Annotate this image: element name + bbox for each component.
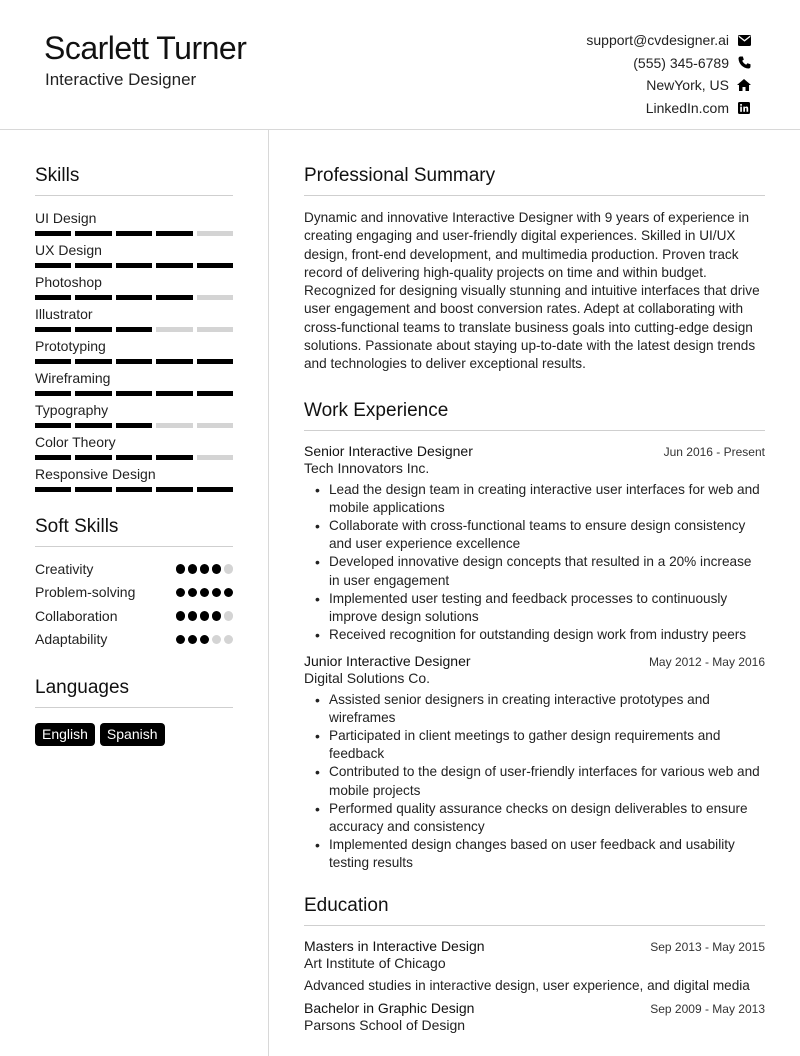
skill-level-segment [116, 391, 152, 396]
skill-level-segment [75, 359, 111, 364]
education-entry [304, 938, 765, 993]
skill-level-segment [156, 359, 192, 364]
skill-level-segment [35, 423, 71, 428]
soft-skill-rating [176, 588, 234, 598]
job-header [304, 443, 765, 459]
language-badge: Spanish [100, 723, 165, 746]
job-date: Jun 2016 - Present [663, 444, 765, 459]
contact-phone[interactable] [586, 52, 751, 75]
skill-level-segment [116, 487, 152, 492]
skill-level-segment [116, 455, 152, 460]
contact-email[interactable] [586, 29, 751, 52]
job-entry [304, 653, 765, 873]
skill-level-segment [156, 263, 192, 268]
skill-level-segment [197, 455, 233, 460]
skill-level-segment [35, 487, 71, 492]
rating-dot [200, 635, 210, 645]
job-entry [304, 443, 765, 645]
rating-dot [224, 635, 234, 645]
skill-item [35, 210, 233, 236]
resume-header [0, 0, 800, 130]
job-bullet: • Participated in client meetings to gather design requirements and feedback [329, 727, 765, 763]
skill-item [35, 242, 233, 268]
skill-level-segment [75, 327, 111, 332]
education-degree: Masters in Interactive Design [304, 937, 485, 954]
skill-level-segment [116, 327, 152, 332]
skill-level-segment [156, 423, 192, 428]
job-bullet: • Developed innovative design concepts that resulted in a 20% increase in user engagement [329, 553, 765, 589]
column-divider [268, 130, 269, 1056]
skill-level-segment [156, 487, 192, 492]
soft-skill-name: Collaboration [35, 607, 118, 624]
job-role: Junior Interactive Designer [304, 652, 471, 669]
education-list [304, 938, 765, 1033]
skill-level-segment [156, 327, 192, 332]
soft-skill-item [35, 628, 233, 652]
languages-list [35, 723, 233, 746]
skill-item [35, 434, 233, 460]
job-bullet: • Assisted senior designers in creating interactive prototypes and wireframes [329, 691, 765, 727]
skill-level-segment [75, 423, 111, 428]
skill-level-segment [75, 487, 111, 492]
rating-dot [224, 588, 234, 598]
skill-item [35, 306, 233, 332]
skill-name: Prototyping [35, 338, 106, 354]
skill-level-segment [156, 295, 192, 300]
skill-level-segment [75, 295, 111, 300]
soft-skill-item [35, 557, 233, 581]
skill-name: UI Design [35, 210, 97, 226]
soft-skill-name: Problem-solving [35, 584, 136, 601]
skill-level-segment [197, 295, 233, 300]
rating-dot [224, 611, 234, 621]
candidate-name: Scarlett Turner [44, 30, 247, 66]
job-bullet: • Performed quality assurance checks on design deliverables to ensure accuracy and consistency [329, 800, 765, 836]
rating-dot [188, 635, 198, 645]
job-bullet: • Received recognition for outstanding design work from industry peers [329, 626, 765, 644]
skill-level-segment [35, 455, 71, 460]
skill-level-segment [116, 263, 152, 268]
soft-skill-rating [176, 564, 234, 574]
rating-dot [212, 611, 222, 621]
envelope-icon [737, 33, 751, 47]
skill-item [35, 338, 233, 364]
job-role: Senior Interactive Designer [304, 442, 473, 459]
skills-list [35, 210, 233, 492]
soft-skills-heading: Soft Skills [35, 516, 233, 547]
rating-dot [176, 635, 186, 645]
home-icon [737, 78, 751, 92]
rating-dot [200, 611, 210, 621]
skill-level-bar [35, 231, 233, 236]
skill-level-segment [75, 455, 111, 460]
skill-level-segment [35, 359, 71, 364]
skill-name: Wireframing [35, 370, 111, 386]
skill-level-bar [35, 455, 233, 460]
skill-level-segment [156, 455, 192, 460]
skill-level-segment [116, 231, 152, 236]
skill-level-bar [35, 423, 233, 428]
skill-level-segment [197, 423, 233, 428]
soft-skill-name: Adaptability [35, 631, 108, 648]
skill-name: Color Theory [35, 434, 116, 450]
languages-heading: Languages [35, 677, 233, 708]
language-badge: English [35, 723, 95, 746]
skill-level-segment [197, 327, 233, 332]
job-bullet: • Implemented design changes based on user feedback and usability testing results [329, 836, 765, 872]
education-school: Parsons School of Design [304, 1016, 466, 1033]
soft-skill-item [35, 581, 233, 605]
skill-item [35, 274, 233, 300]
skill-level-segment [35, 295, 71, 300]
soft-skill-rating [176, 611, 234, 621]
skill-item [35, 402, 233, 428]
skill-level-bar [35, 487, 233, 492]
contact-block [586, 29, 751, 119]
work-heading: Work Experience [304, 400, 765, 431]
skill-level-segment [116, 295, 152, 300]
skill-level-bar [35, 295, 233, 300]
skill-level-segment [116, 359, 152, 364]
skill-level-segment [116, 423, 152, 428]
skill-level-bar [35, 263, 233, 268]
rating-dot [212, 588, 222, 598]
rating-dot [212, 635, 222, 645]
soft-skill-name: Creativity [35, 560, 94, 577]
skill-level-segment [35, 391, 71, 396]
skill-level-segment [197, 487, 233, 492]
rating-dot [224, 564, 234, 574]
job-bullets [304, 691, 765, 873]
soft-skill-rating [176, 635, 234, 645]
phone-icon [737, 56, 751, 70]
left-column [35, 130, 233, 746]
job-bullet: • Lead the design team in creating interactive user interfaces for web and mobile applications [329, 481, 765, 517]
contact-location-text: NewYork, US [646, 77, 729, 94]
education-entry [304, 1000, 765, 1033]
education-description: Advanced studies in interactive design, user experience, and digital media [304, 977, 750, 993]
summary-text: Dynamic and innovative Interactive Designer with 9 years of experience in creating engaging and user-friendly digital experiences. Skilled in UI/UX design, front-end development, and multimedia production. Proven track record of delivering high-quality projects on time and within budget. Recognized for designing visually stunning and intuitive interfaces that drive user engagement and boost conversion rates. Adept at collaborating with cross-functional teams to translate business goals into cutting-edge design solutions. Passionate about staying up-to-date with the latest design trends and technologies to deliver exceptional results. [304, 210, 760, 372]
contact-phone-text: (555) 345-6789 [633, 54, 729, 71]
skill-item [35, 466, 233, 492]
education-degree: Bachelor in Graphic Design [304, 999, 475, 1016]
education-date: Sep 2013 - May 2015 [650, 939, 765, 954]
work-list [304, 443, 765, 873]
skill-item [35, 370, 233, 396]
skill-name: Responsive Design [35, 466, 156, 482]
contact-linkedin[interactable] [586, 97, 751, 120]
skill-level-segment [35, 263, 71, 268]
skill-level-bar [35, 359, 233, 364]
education-header [304, 938, 765, 954]
education-date: Sep 2009 - May 2013 [650, 1001, 765, 1016]
job-date: May 2012 - May 2016 [648, 654, 765, 669]
skill-name: Illustrator [35, 306, 93, 322]
rating-dot [188, 564, 198, 574]
skill-level-segment [197, 359, 233, 364]
skill-level-segment [156, 391, 192, 396]
skill-level-segment [197, 263, 233, 268]
contact-linkedin-text: LinkedIn.com [645, 99, 729, 116]
skill-level-segment [197, 231, 233, 236]
job-bullets [304, 481, 765, 645]
candidate-title: Interactive Designer [45, 70, 197, 89]
rating-dot [212, 564, 222, 574]
skill-name: UX Design [35, 242, 102, 258]
contact-email-text: support@cvdesigner.ai [586, 32, 729, 49]
job-bullet: • Implemented user testing and feedback processes to continuously improve design solutions [329, 590, 765, 626]
skill-level-bar [35, 327, 233, 332]
summary-heading: Professional Summary [304, 165, 765, 196]
education-heading: Education [304, 895, 765, 926]
right-column [304, 130, 765, 1033]
contact-location [586, 74, 751, 97]
job-bullet: • Contributed to the design of user-friendly interfaces for various web and mobile projects [329, 763, 765, 799]
skill-level-bar [35, 391, 233, 396]
skill-level-segment [75, 231, 111, 236]
linkedin-icon [737, 101, 751, 115]
rating-dot [200, 564, 210, 574]
skills-heading: Skills [35, 165, 233, 196]
skill-level-segment [197, 391, 233, 396]
rating-dot [176, 611, 186, 621]
skill-level-segment [75, 263, 111, 268]
job-company: Digital Solutions Co. [304, 669, 431, 686]
skill-level-segment [75, 391, 111, 396]
rating-dot [188, 611, 198, 621]
job-bullet: • Collaborate with cross-functional teams to ensure design consistency and user experience excellence [329, 517, 765, 553]
rating-dot [176, 588, 186, 598]
soft-skill-item [35, 604, 233, 628]
rating-dot [176, 564, 186, 574]
soft-skills-list [35, 557, 233, 651]
skill-name: Photoshop [35, 274, 102, 290]
education-header [304, 1000, 765, 1016]
education-school: Art Institute of Chicago [304, 954, 446, 971]
job-header [304, 653, 765, 669]
rating-dot [188, 588, 198, 598]
skill-name: Typography [35, 402, 109, 418]
job-company: Tech Innovators Inc. [304, 459, 430, 476]
skill-level-segment [35, 231, 71, 236]
rating-dot [200, 588, 210, 598]
skill-level-segment [35, 327, 71, 332]
skill-level-segment [156, 231, 192, 236]
